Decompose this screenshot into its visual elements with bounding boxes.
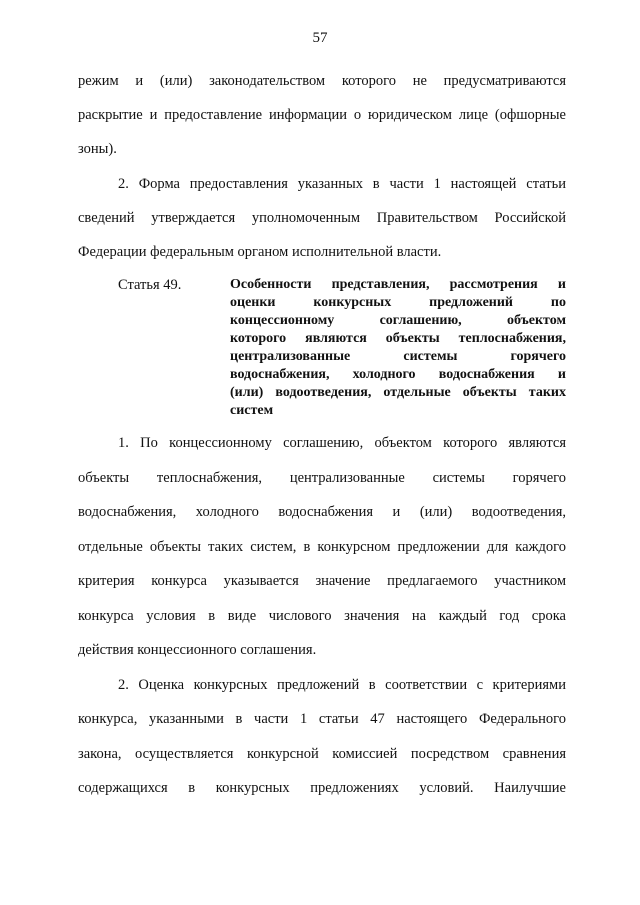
paragraph-line: конкурса условия в виде числового значения на каждый год срока (78, 608, 566, 624)
article-heading-line: которого являются объекты теплоснабжения, (230, 331, 566, 346)
article-heading-line: централизованные системы горячего (230, 349, 566, 364)
paragraph-line: закона, осуществляется конкурсной комиссией посредством сравнения (78, 746, 566, 762)
paragraph-line: объекты теплоснабжения, централизованные системы горячего (78, 470, 566, 486)
paragraph-line: сведений утверждается уполномоченным Правительством Российской (78, 210, 566, 226)
article-heading-line: водоснабжения, холодного водоснабжения и (230, 367, 566, 382)
article-label: Статья 49. (118, 277, 182, 293)
paragraph-line: конкурса, указанными в части 1 статьи 47 настоящего Федерального (78, 711, 566, 727)
page-number: 57 (312, 30, 328, 46)
paragraph-line: действия концессионного соглашения. (78, 642, 317, 658)
paragraph-line: 2. Форма предоставления указанных в части 1 настоящей статьи (118, 176, 566, 192)
article-heading-line: Особенности представления, рассмотрения и (230, 277, 566, 292)
article-heading-line: систем (230, 403, 274, 418)
article-heading-line: (или) водоотведения, отдельные объекты таких (230, 385, 566, 400)
paragraph-line: 1. По концессионному соглашению, объектом которого являются (118, 435, 566, 451)
paragraph-line: режим и (или) законодательством которого не предусматриваются (78, 73, 566, 89)
paragraph-line: критерия конкурса указывается значение предлагаемого участником (78, 573, 566, 589)
paragraph-line: водоснабжения, холодного водоснабжения и (или) водоотведения, (78, 504, 566, 520)
paragraph-line: 2. Оценка конкурсных предложений в соответствии с критериями (118, 677, 566, 693)
paragraph-line: зоны). (78, 141, 117, 157)
article-heading-line: оценки конкурсных предложений по (230, 295, 566, 310)
paragraph-line: содержащихся в конкурсных предложениях условий. Наилучшие (78, 780, 566, 796)
article-heading-line: концессионному соглашению, объектом (230, 313, 566, 328)
paragraph-line: Федерации федеральным органом исполнительной власти. (78, 244, 442, 260)
paragraph-line: раскрытие и предоставление информации о юридическом лице (офшорные (78, 107, 566, 123)
paragraph-line: отдельные объекты таких систем, в конкурсном предложении для каждого (78, 539, 566, 555)
